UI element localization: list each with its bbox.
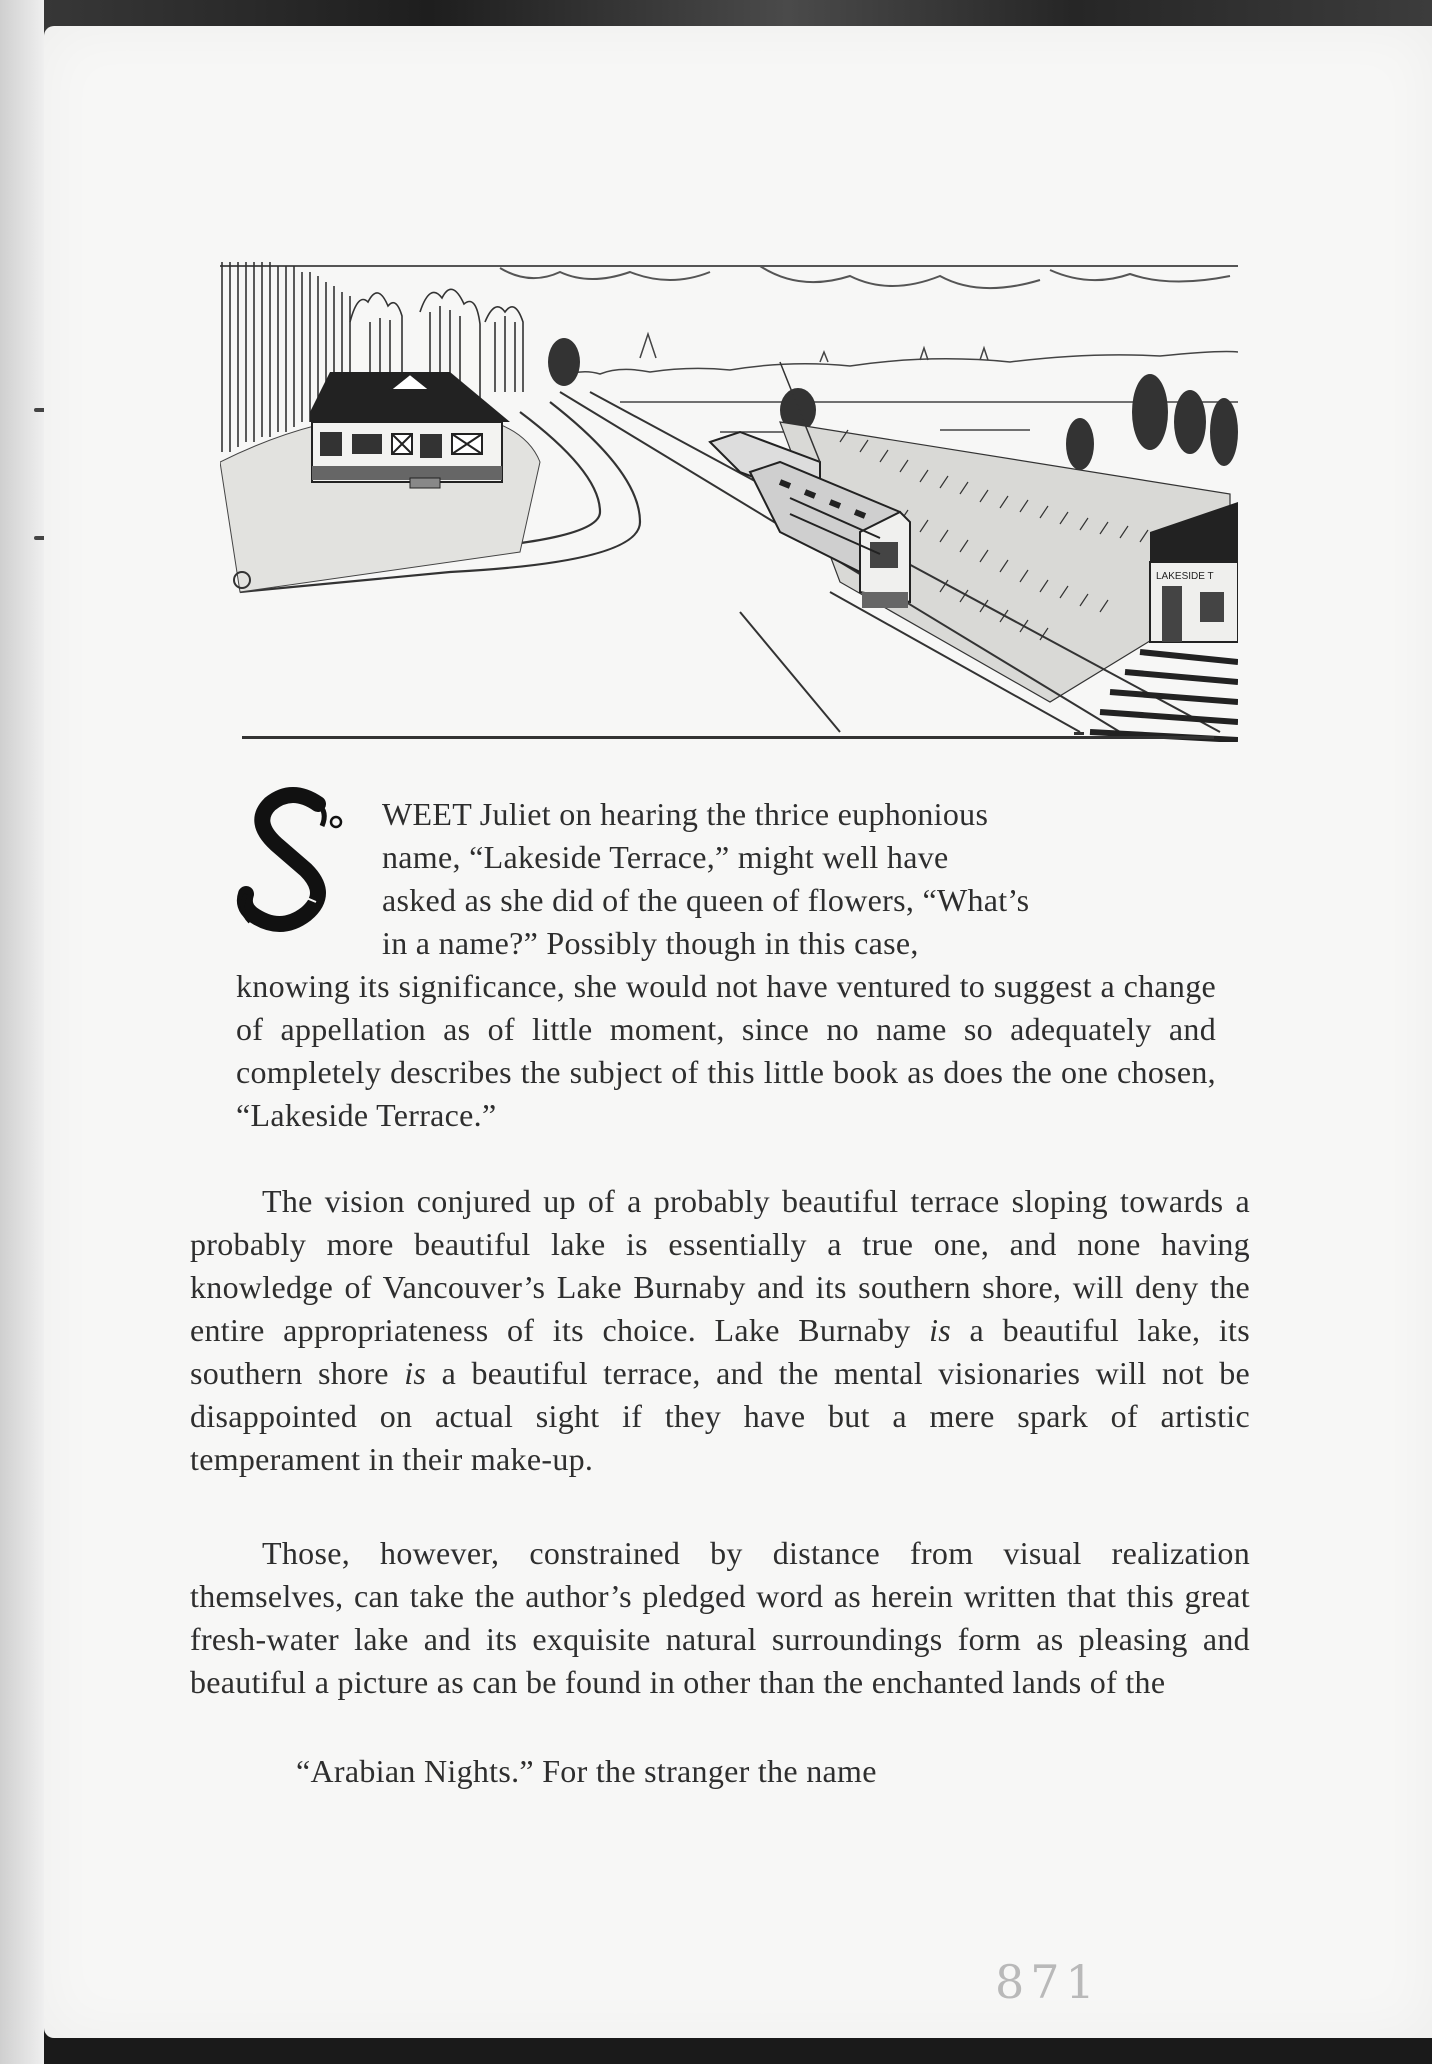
text-line: WEET Juliet on hearing the thrice euphonious: [382, 796, 989, 832]
paragraph-1-continuation: [236, 965, 1216, 1137]
catchline: “Arabian Nights.” For the stranger the name: [296, 1753, 877, 1789]
clouds: [220, 266, 1238, 288]
p2-emphasis: is: [404, 1355, 427, 1391]
paragraph-1-opening: [382, 793, 1216, 965]
paragraph-3-text: Those, however, constrained by distance from visual realization themselves, can take the author’s pledged word as herein written that this great fresh-water lake and its exquisite natural surroundings form as pleasing and beautiful a picture as can be found in other than the enchanted lands of the: [190, 1535, 1250, 1700]
paragraph-2-text: [190, 1180, 1250, 1481]
page-number: 871: [995, 1955, 1101, 2009]
drop-cap-svg: [232, 782, 352, 942]
p2-part: a beautiful lake, its southern shore: [190, 1312, 1250, 1391]
drop-cap-s: [232, 782, 352, 942]
paragraph-2: [190, 1180, 1250, 1481]
paragraph-1-text: knowing its significance, she would not have ventured to suggest a change of appellation as of little moment, since no name so adequately and completely describes the subject of this little book as does the one chosen, “Lakeside Terrace.”: [236, 968, 1216, 1133]
lakeside-terrace-illustration: [220, 262, 1238, 742]
p2-part: a beautiful terrace, and the mental visionaries will not be disappointed on actual sight if they have but a mere spark of artistic temperament in their make-up.: [190, 1355, 1251, 1477]
p2-part: The vision conjured up of a probably beautiful terrace sloping towards a probably more beautiful lake is essentially a true one, and none having knowledge of Vancouver’s Lake Burnaby and its southern shore, will deny the entire appropriateness of its choice. Lake Burnaby: [190, 1183, 1250, 1348]
text-line: asked as she did of the queen of flowers, “What’s: [382, 882, 1030, 918]
illustration-svg: [220, 262, 1238, 742]
p2-emphasis: is: [929, 1312, 952, 1348]
text-line: in a name?” Possibly though in this case,: [382, 925, 919, 961]
text-line: name, “Lakeside Terrace,” might well have: [382, 839, 949, 875]
paragraph-3: [190, 1532, 1250, 1704]
divider-rule: [242, 736, 1214, 739]
scan-left-margin: [0, 0, 44, 2064]
station-sign: LAKESIDE T: [1156, 571, 1214, 582]
